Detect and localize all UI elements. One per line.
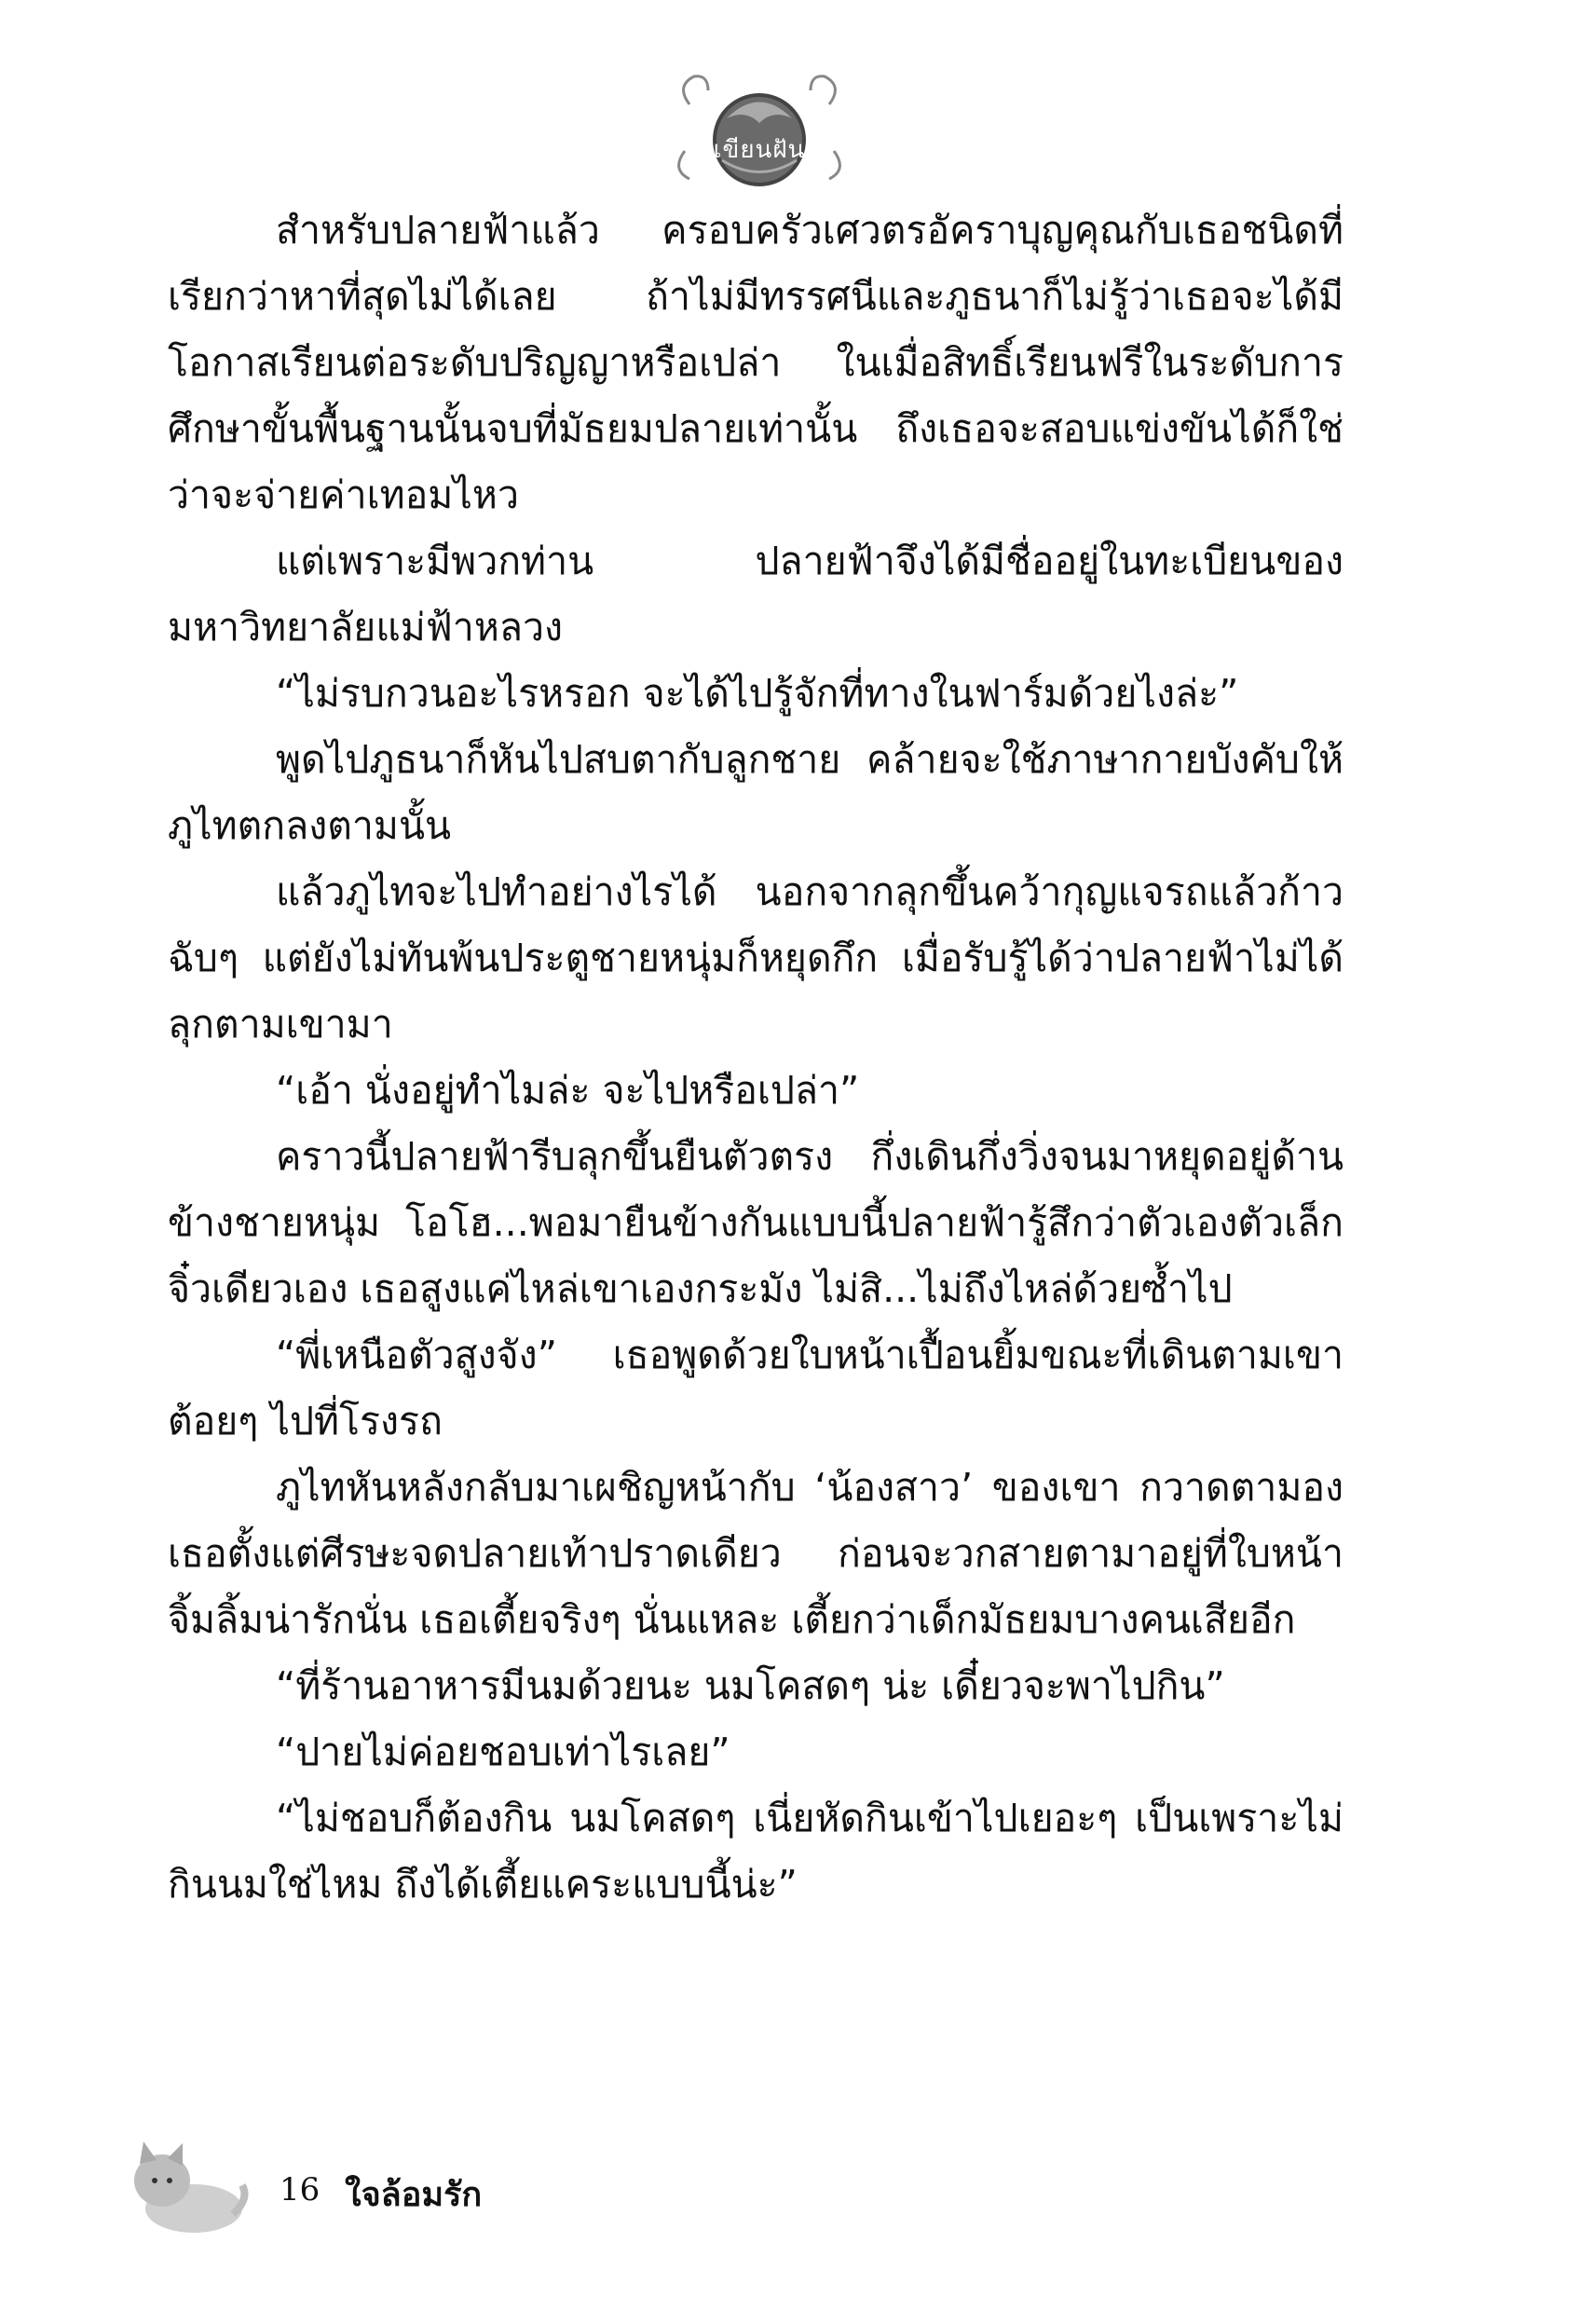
page-number: 16 [280,2171,321,2208]
paragraph: “เอ้า นั่งอยู่ทำไมล่ะ จะไปหรือเปล่า” [276,1068,860,1113]
paragraph: “พี่เหนือตัวสูงจัง” เธอพูดด้วยใบหน้าเปื้อนยิ้มขณะที่เดินตามเขาต้อยๆ ไปที่โรงรถ [168,1333,1344,1443]
paragraph: “ที่ร้านอาหารมีนมด้วยนะ นมโคสดๆ น่ะ เดี๋ยวจะพาไปกิน” [276,1663,1225,1708]
paragraph: “ปายไม่ค่อยชอบเท่าไรเลย” [276,1730,730,1774]
paragraph: พูดไปภูธนาก็หันไปสบตากับลูกชาย คล้ายจะใช้ภาษากายบังคับให้ภูไทตกลงตามนั้น [168,737,1344,848]
paragraph: แล้วภูไทจะไปทำอย่างไรได้ นอกจากลุกขึ้นคว้ากุญแจรถแล้วก้าวฉับๆ แต่ยังไม่ทันพ้นประตูชายหนุ่มก็หยุดกึก เมื่อรับรู้ได้ว่าปลายฟ้าไม่ได้ลุกตามเขามา [168,869,1344,1046]
publisher-logo [671,67,848,188]
cat-icon [121,2134,252,2236]
ornament-icon [671,67,848,188]
paragraph: “ไม่ชอบก็ต้องกิน นมโคสดๆ เนี่ยหัดกินเข้าไปเยอะๆ เป็นเพราะไม่กินนมใช่ไหม ถึงได้เตี้ยแคระแบบนี้น่ะ” [168,1796,1344,1907]
page-footer [121,2134,587,2236]
book-title: ใจล้อมรัก [345,2176,483,2214]
paragraph: คราวนี้ปลายฟ้ารีบลุกขึ้นยืนตัวตรง กึ่งเดินกึ่งวิ่งจนมาหยุดอยู่ด้านข้างชายหนุ่ม โอโฮ...พอมายืนข้างกันแบบนี้ปลายฟ้ารู้สึกว่าตัวเองตัวเล็กจิ๋วเดียวเอง เธอสูงแค่ไหล่เขาเองกระมัง ไม่สิ...ไม่ถึงไหล่ด้วยซ้ำไป [168,1134,1344,1311]
paragraph: “ไม่รบกวนอะไรหรอก จะได้ไปรู้จักที่ทางในฟาร์มด้วยไงล่ะ” [276,671,1239,716]
paragraph: สำหรับปลายฟ้าแล้ว ครอบครัวเศวตรอัคราบุญคุณกับเธอชนิดที่เรียกว่าหาที่สุดไม่ได้เลย ถ้าไม่มีทรรศนีและภูธนาก็ไม่รู้ว่าเธอจะได้มีโอกาสเรียนต่อระดับปริญญาหรือเปล่า ในเมื่อสิทธิ์เรียนฟรีในระดับการศึกษาขั้นพื้นฐานนั้นจบที่มัธยมปลายเท่านั้น ถึงเธอจะสอบแข่งขันได้ก็ใช่ว่าจะจ่ายค่าเทอมไหว [168,208,1344,517]
paragraph: แต่เพราะมีพวกท่าน ปลายฟ้าจึงได้มีชื่ออยู่ในทะเบียนของมหาวิทยาลัยแม่ฟ้าหลวง [168,539,1344,650]
story-text [168,198,1344,1918]
paragraph: ภูไทหันหลังกลับมาเผชิญหน้ากับ ‘น้องสาว’ ของเขา กวาดตามองเธอตั้งแต่ศีรษะจดปลายเท้าปราดเดียว ก่อนจะวกสายตามาอยู่ที่ใบหน้าจิ้มลิ้มน่ารักนั่น เธอเตี้ยจริงๆ นั่นแหละ เตี้ยกว่าเด็กมัธยมบางคนเสียอีก [168,1465,1344,1642]
logo-text: เขียนฝัน [713,136,806,164]
